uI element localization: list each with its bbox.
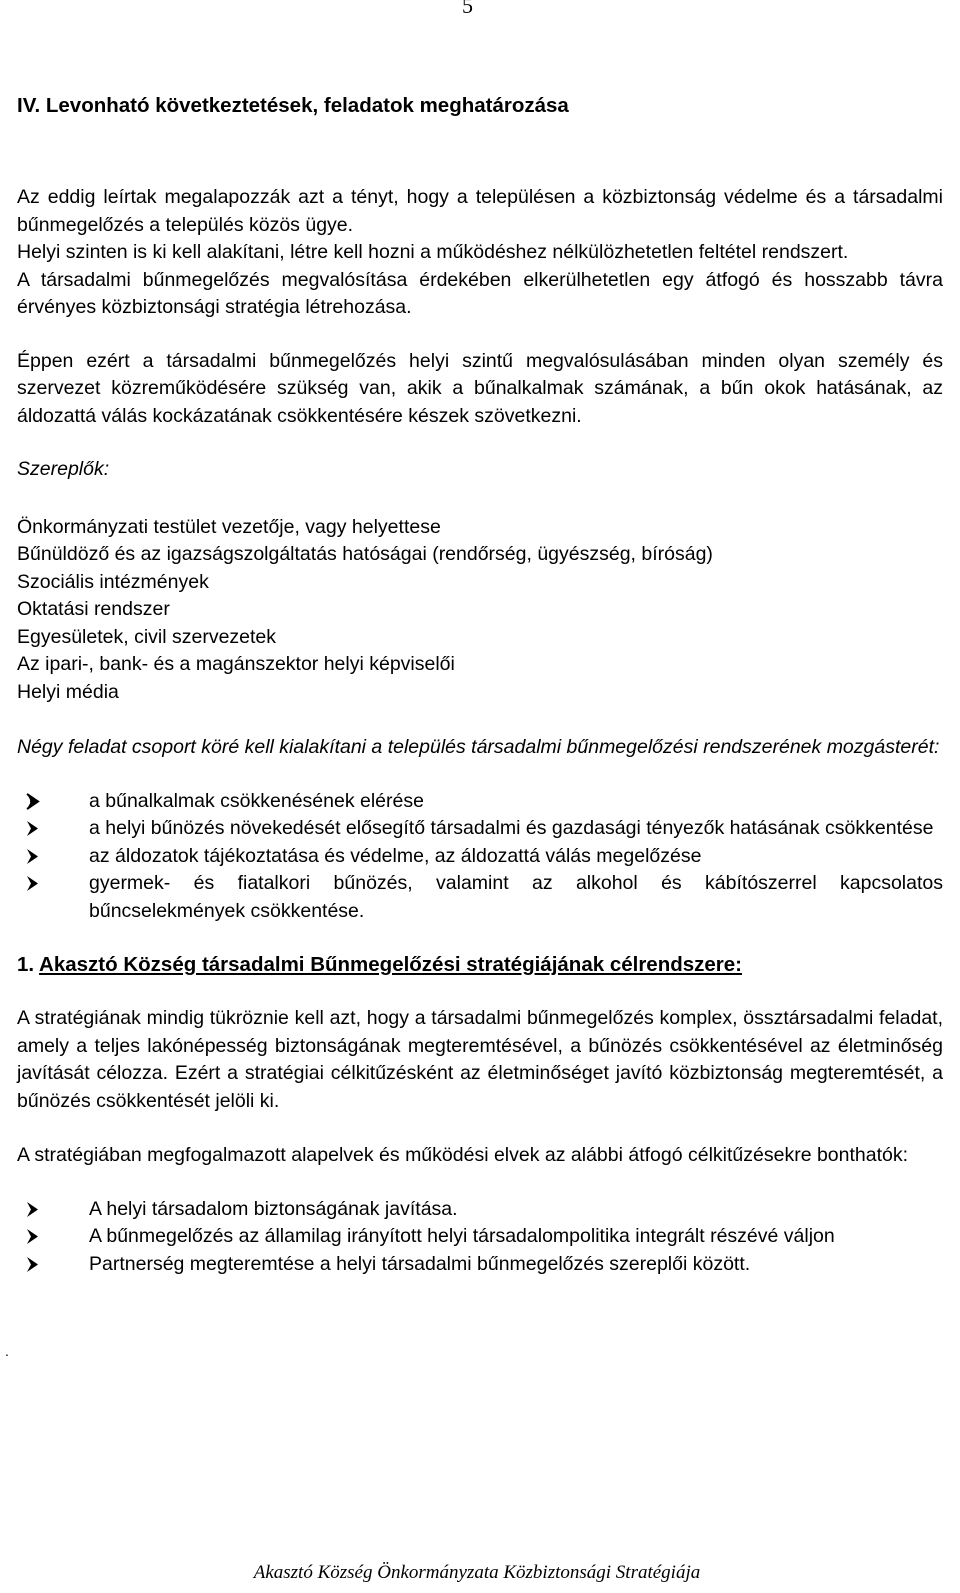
section-paragraph-1: A stratégiának mindig tükröznie kell azt, hogy a társadalmi bűnmegelőzés komplex, össztársadalmi feladat, amely a teljes lakónépesség biztonságának megteremtésével, a bűnözés csökkentésével az életminőség javítását célozza. Ezért a stratégiai célkitűzésként az életminőséget javító közbiztonság megteremtését, a bűnözés csökkentését jelöli ki.: [17, 1007, 943, 1112]
page-footer: [0, 1561, 960, 1585]
list-item: [17, 815, 943, 843]
task-groups-intro: Négy feladat csoport köré kell kialakítani a település társadalmi bűnmegelőzési rendszerének mozgásterét:: [17, 736, 940, 758]
task-groups-list: [17, 788, 943, 926]
actor-item: Egyesületek, civil szervezetek: [17, 625, 277, 648]
section-number: 1.: [17, 953, 35, 976]
list-item: [17, 870, 943, 925]
section-heading: [17, 951, 943, 979]
list-item: [17, 1196, 943, 1224]
list-item: [17, 788, 943, 816]
chapter-heading: IV. Levonható következtetések, feladatok meghatározása: [17, 94, 569, 117]
arrow-bullet-icon: [24, 1251, 42, 1278]
actor-item: Szociális intézmények: [17, 570, 209, 593]
intro-paragraph-2: Helyi szinten is ki kell alakítani, létre kell hozni a működéshez nélkülözhetetlen feltétel rendszert.: [17, 241, 849, 263]
list-item-text: A helyi társadalom biztonságának javítása.: [89, 1197, 458, 1220]
list-item-text: a helyi bűnözés növekedését elősegítő társadalmi és gazdasági tényezők hatásának csökkentése: [89, 817, 934, 839]
actor-item: Oktatási rendszer: [17, 598, 170, 620]
list-item-text: a bűnalkalmak csökkenésének elérése: [89, 789, 424, 812]
actor-item: Helyi média: [17, 680, 119, 703]
cooperation-paragraph: Éppen ezért a társadalmi bűnmegelőzés helyi szintű megvalósulásában minden olyan személy és szervezet közreműködésére szükség van, akik a bűnalkalmak számának, a bűn okok hatásának, az áldozattá válás kockázatának csökkentésére készek szövetkezni.: [17, 349, 943, 427]
list-item: [17, 1251, 943, 1279]
arrow-bullet-icon: [24, 870, 42, 897]
document-body: [17, 92, 943, 1278]
section-paragraph-2: A stratégiában megfogalmazott alapelvek és működési elvek az alábbi átfogó célkitűzésekre bonthatók:: [17, 1144, 909, 1166]
arrow-bullet-icon: [24, 1223, 42, 1250]
list-item-text: Partnerség megteremtése a helyi társadalmi bűnmegelőzés szereplői között.: [89, 1252, 751, 1275]
intro-paragraph-1: Az eddig leírtak megalapozzák azt a tényt, hogy a településen a közbiztonság védelme és a társadalmi bűnmegelőzés a település közös ügye.: [17, 186, 943, 236]
arrow-bullet-icon: [24, 1196, 42, 1223]
actors-label: Szereplők:: [17, 458, 110, 480]
list-item: [17, 843, 943, 871]
actors-list: [17, 514, 943, 707]
goals-list: [17, 1196, 943, 1279]
arrow-bullet-icon: [24, 815, 42, 842]
list-item-text: A bűnmegelőzés az államilag irányított helyi társadalompolitika integrált részévé váljon: [89, 1225, 835, 1247]
section-title: Akasztó Község társadalmi Bűnmegelőzési stratégiájának célrendszere:: [39, 953, 743, 976]
actor-item: Bűnüldöző és az igazságszolgáltatás hatóságai (rendőrség, ügyészség, bíróság): [17, 543, 713, 565]
actor-item: Az ipari-, bank- és a magánszektor helyi képviselői: [17, 653, 455, 675]
footer-text: Akasztó Község Önkormányzata Közbiztonsági Stratégiája: [253, 1562, 701, 1583]
arrow-bullet-icon: [24, 788, 42, 815]
actor-item: Önkormányzati testület vezetője, vagy helyettese: [17, 515, 441, 538]
list-item-text: gyermek- és fiatalkori bűnözés, valamint az alkohol és kábítószerrel kapcsolatos bűncselekmények csökkentése.: [89, 872, 943, 922]
list-item: [17, 1223, 943, 1251]
stray-dot: .: [5, 1343, 9, 1359]
list-item-text: az áldozatok tájékoztatása és védelme, az áldozattá válás megelőzése: [89, 844, 702, 867]
intro-paragraph-3: A társadalmi bűnmegelőzés megvalósítása érdekében elkerülhetetlen egy átfogó és hosszabb távra érvényes közbiztonsági stratégia létrehozása.: [17, 268, 943, 318]
page-number: 5: [462, 0, 473, 18]
arrow-bullet-icon: [24, 843, 42, 870]
